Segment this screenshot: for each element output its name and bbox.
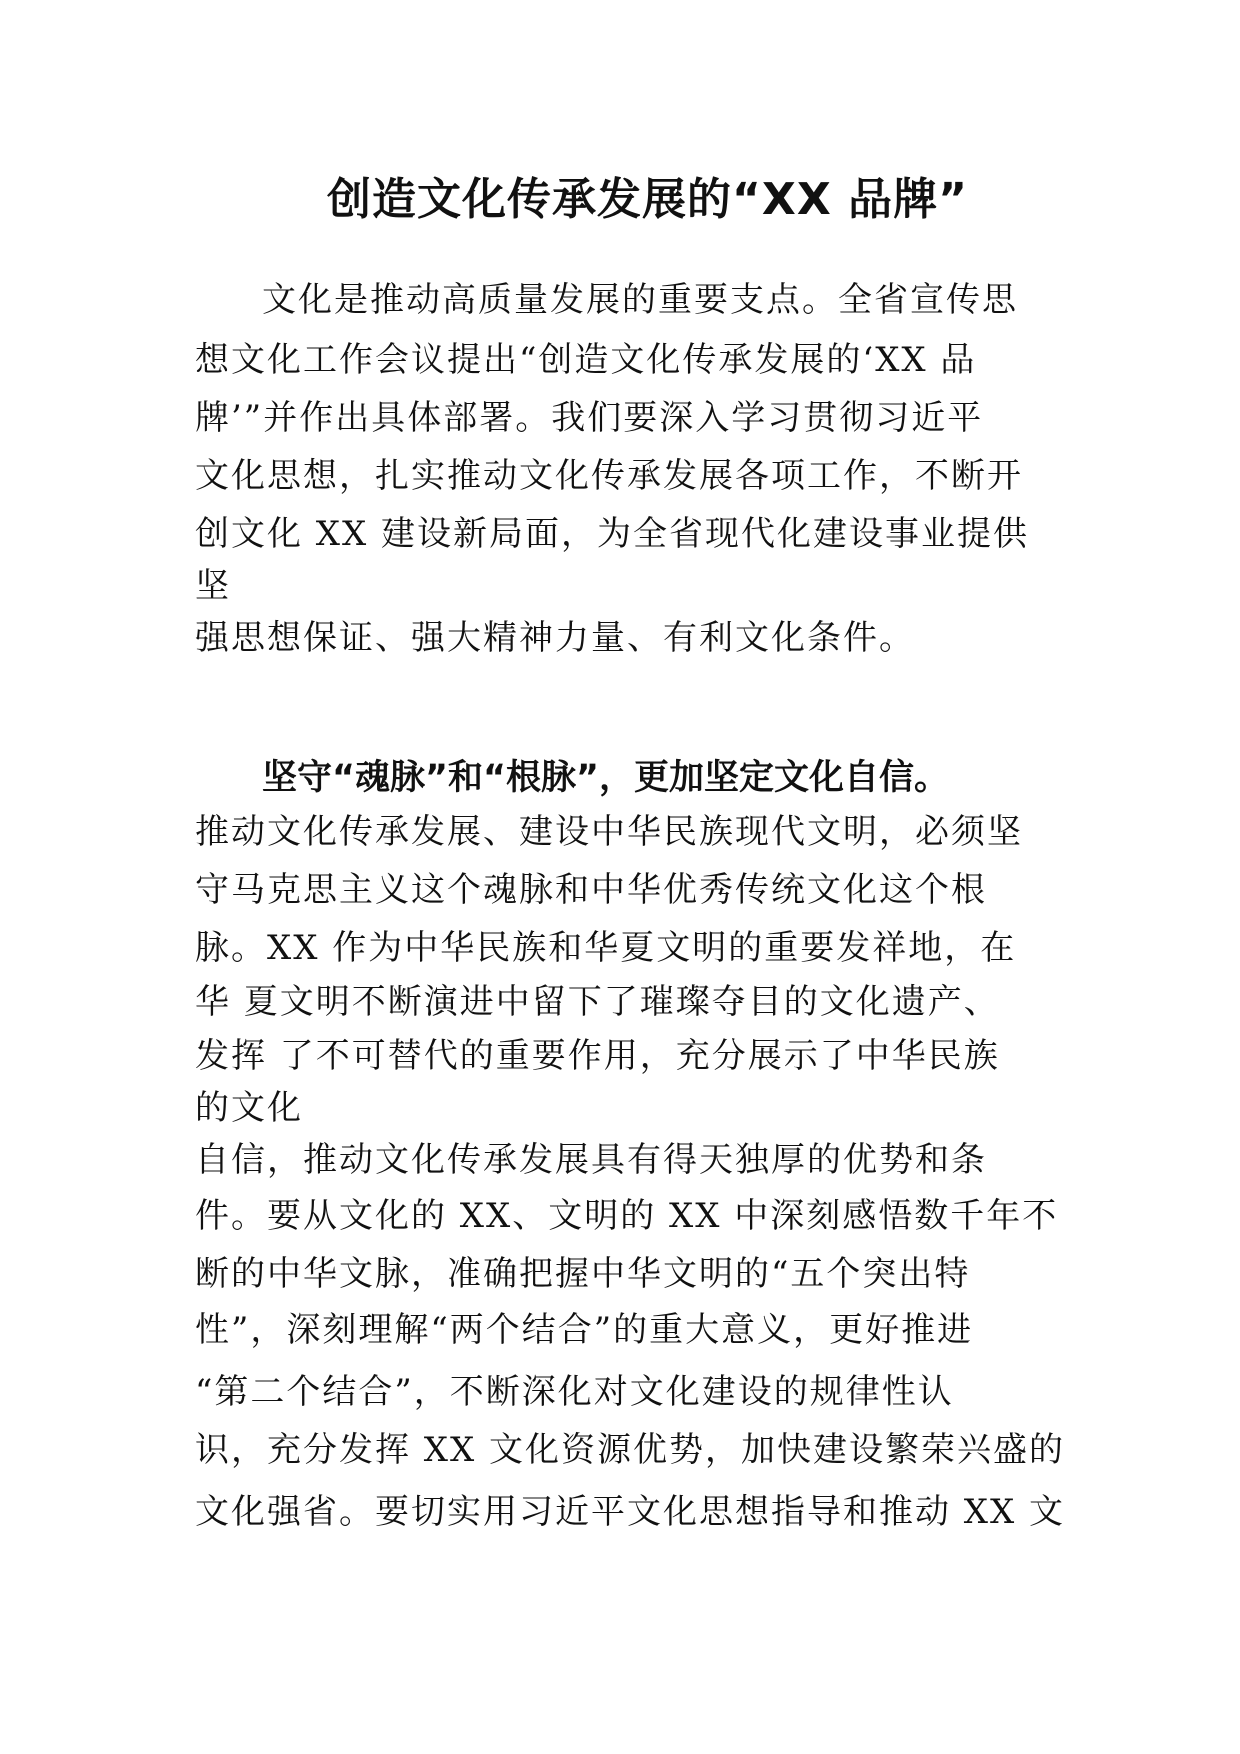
intro-line: 文化思想，扎实推动文化传承发展各项工作，不断开 — [195, 456, 1023, 496]
body-line: 文化强省。要切实用习近平文化思想指导和推动 XX 文 — [195, 1492, 1066, 1532]
body-line: 发挥 了不可替代的重要作用，充分展示了中华民族 — [195, 1036, 1000, 1076]
body-line: 断的中华文脉，准确把握中华文明的“五个突出特 — [195, 1254, 971, 1294]
body-line: 的文化 — [195, 1088, 303, 1128]
intro-line: 文化是推动高质量发展的重要支点。全省宣传思 — [262, 280, 1018, 320]
body-line: 脉。XX 作为中华民族和华夏文明的重要发祥地，在 — [195, 928, 1017, 968]
section-heading: 坚守“魂脉”和“根脉”，更加坚定文化自信。 — [262, 758, 950, 798]
intro-line: 强思想保证、强大精神力量、有利文化条件。 — [195, 618, 915, 658]
body-line: 件。要从文化的 XX、文明的 XX 中深刻感悟数千年不 — [195, 1196, 1059, 1236]
document-title: 创造文化传承发展的“XX 品牌” — [327, 174, 969, 225]
intro-line: 牌’”并作出具体部署。我们要深入学习贯彻习近平 — [195, 398, 984, 438]
body-line: 识，充分发挥 XX 文化资源优势，加快建设繁荣兴盛的 — [195, 1430, 1066, 1470]
body-line: 守马克思主义这个魂脉和中华优秀传统文化这个根 — [195, 870, 987, 910]
body-line: 推动文化传承发展、建设中华民族现代文明，必须坚 — [195, 812, 1023, 852]
intro-line: 坚 — [195, 566, 231, 606]
intro-line: 创文化 XX 建设新局面，为全省现代化建设事业提供 — [195, 514, 1030, 554]
body-line: 自信，推动文化传承发展具有得天独厚的优势和条 — [195, 1140, 987, 1180]
body-line: 华 夏文明不断演进中留下了璀璨夺目的文化遗产、 — [195, 982, 1000, 1022]
intro-line: 想文化工作会议提出“创造文化传承发展的‘XX 品 — [195, 340, 977, 380]
body-line: 性”，深刻理解“两个结合”的重大意义，更好推进 — [195, 1310, 974, 1350]
body-line: “第二个结合”，不断深化对文化建设的规律性认 — [195, 1372, 954, 1412]
